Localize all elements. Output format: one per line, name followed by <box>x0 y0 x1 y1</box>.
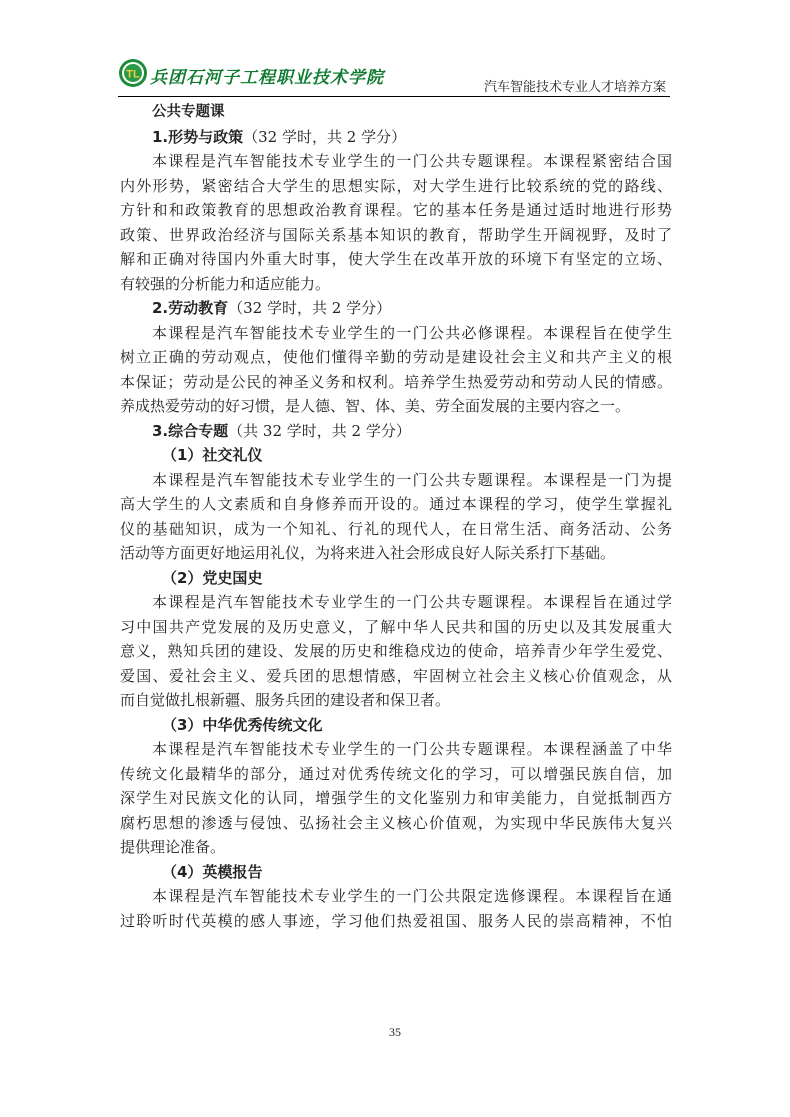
paragraph-line: 政策、世界政治经济与国际关系基本知识的教育，帮助学生开阔视野，及时了 <box>120 225 672 244</box>
paragraph-line: 本课程是汽车智能技术专业学生的一门公共专题课程。本课程是一门为提 <box>152 470 672 489</box>
paragraph-line: 本课程是汽车智能技术专业学生的一门公共专题课程。本课程旨在通过学 <box>152 593 672 611</box>
topic-title: （2）党史国史 <box>162 568 263 587</box>
page-header <box>118 56 670 97</box>
paragraph-line: 内外形势，紧密结合大学生的思想实际，对大学生进行比较系统的党的路线、 <box>120 176 672 195</box>
course-credit: （共 32 学时，共 2 学分） <box>228 421 411 440</box>
document-body <box>120 100 672 933</box>
paragraph-line: 而自觉做扎根新疆、服务兵团的建设者和保卫者。 <box>120 691 451 709</box>
course-title: 3.综合专题 <box>152 421 229 440</box>
paragraph-line: 本课程是汽车智能技术专业学生的一门公共限定选修课程。本课程旨在通 <box>152 887 672 905</box>
paragraph-line: 腐朽思想的渗透与侵蚀、弘扬社会主义核心价值观，为实现中华民族伟大复兴 <box>120 813 672 832</box>
paragraph-line: 本课程是汽车智能技术专业学生的一门公共专题课程。本课程紧密结合国 <box>152 152 672 170</box>
topic-title: （3）中华优秀传统文化 <box>162 715 323 734</box>
topic-title: （1）社交礼仪 <box>162 446 263 464</box>
page-number: 35 <box>389 1025 401 1039</box>
paragraph-line: 有较强的分析能力和适应能力。 <box>120 274 331 293</box>
paragraph-line: 高大学生的人文素质和自身修养而开设的。通过本课程的学习，使学生掌握礼 <box>120 495 672 513</box>
paragraph-line: 提供理论准备。 <box>120 838 226 856</box>
paragraph-line: 方针和和政策教育的思想政治教育课程。它的基本任务是通过适时地进行形势 <box>120 201 672 219</box>
topic-title: （4）英模报告 <box>162 862 263 881</box>
course-heading <box>120 125 672 150</box>
paragraph-line: 过聆听时代英模的感人事迹，学习他们热爱祖国、服务人民的崇高精神，不怕 <box>120 911 672 930</box>
paragraph-line: 本课程是汽车智能技术专业学生的一门公共专题课程。本课程涵盖了中华 <box>152 740 672 758</box>
paragraph-line: 树立正确的劳动观点，使他们懂得辛勤的劳动是建设社会主义和共产主义的根 <box>120 348 672 366</box>
course-heading <box>120 419 672 444</box>
course-title: 2.劳动教育 <box>152 299 229 317</box>
course-credit: （32 学时，共 2 学分） <box>243 127 407 146</box>
section-title: 公共专题课 <box>152 104 225 120</box>
paragraph-line: 习中国共产党发展的及历史意义，了解中华人民共和国的历史以及其发展重大 <box>120 617 672 636</box>
paragraph-line: 本保证；劳动是公民的神圣义务和权利。培养学生热爱劳动和劳动人民的情感。 <box>120 372 672 391</box>
paragraph-line: 养成热爱劳动的好习惯，是人德、智、体、美、劳全面发展的主要内容之一。 <box>120 397 631 415</box>
paragraph-line: 爱国、爱社会主义、爱兵团的思想情感，牢固树立社会主义核心价值观念，从 <box>120 666 672 685</box>
course-title: 1.形势与政策 <box>152 127 244 146</box>
paragraph-line: 解和正确对待国内外重大时事，使大学生在改革开放的环境下有坚定的立场、 <box>120 250 672 268</box>
paragraph-line: 传统文化最精华的部分，通过对优秀传统文化的学习，可以增强民族自信，加 <box>120 764 672 783</box>
school-logo-icon <box>118 58 148 88</box>
course-heading <box>120 296 672 321</box>
school-name: 兵团石河子工程职业技术学院 <box>150 68 384 88</box>
paragraph-line: 仪的基础知识，成为一个知礼、行礼的现代人，在日常生活、商务活动、公务 <box>120 519 672 538</box>
paragraph-line: 意义，熟知兵团的建设、发展的历史和维稳戍边的使命，培养青少年学生爱党、 <box>120 642 672 660</box>
paragraph-line: 本课程是汽车智能技术专业学生的一门公共必修课程。本课程旨在使学生 <box>152 323 672 342</box>
svg-text:TL: TL <box>126 68 140 81</box>
course-credit: （32 学时，共 2 学分） <box>228 299 392 317</box>
document-title: 汽车智能技术专业人才培养方案 <box>483 80 666 95</box>
paragraph-line: 活动等方面更好地运用礼仪，为将来进入社会形成良好人际关系打下基础。 <box>120 544 616 562</box>
paragraph-line: 深学生对民族文化的认同，增强学生的文化鉴别力和审美能力，自觉抵制西方 <box>120 789 672 807</box>
